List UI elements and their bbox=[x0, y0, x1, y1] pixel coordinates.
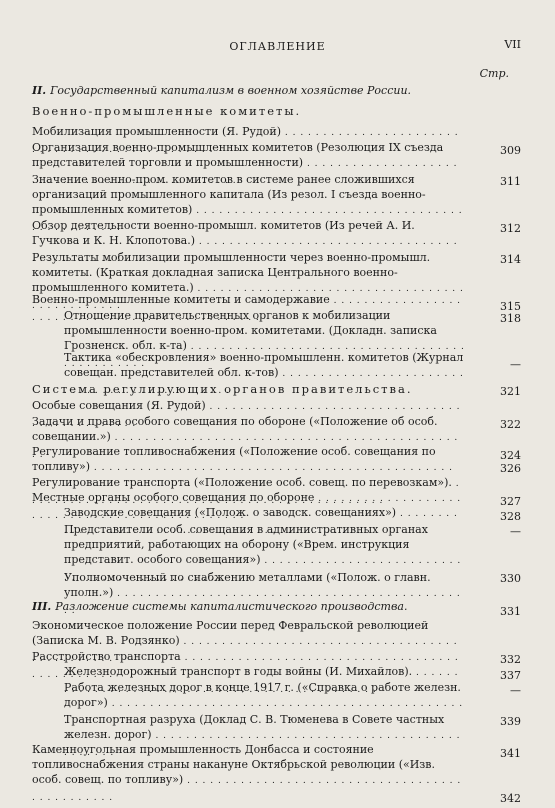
toc-entry-page: 332 bbox=[500, 653, 521, 666]
toc-entry-page: 312 bbox=[500, 222, 521, 235]
toc-entry-text: Результаты мобилизации промышленности через военно-промышл. комитеты. (Краткая докладная записка Центрального военно-промышленного комитета.) . . . bbox=[32, 250, 521, 314]
toc-entry-text: Расстройство транспорта . . . bbox=[32, 649, 521, 683]
toc-entry-text: Тактика «обескровления» военно-промышленн. комитетов (Журнал совещан. представителей обл. к-тов) . . . bbox=[64, 350, 521, 399]
section-number: III. bbox=[32, 600, 52, 613]
toc-entry-page: — bbox=[510, 525, 521, 538]
toc-entry-text: Представители особ. совещания в административных органах предприятий, работающих на оборону («Врем. инструкция представит. особого совещания») . . . bbox=[64, 522, 521, 586]
toc-entry-text: Задачи и права особого совещания по обороне («Положение об особ. совещании.») . . . bbox=[32, 414, 521, 463]
toc-entry-page: 328 bbox=[500, 510, 521, 523]
toc-entry-page: 339 bbox=[500, 715, 521, 728]
toc-entry-text: Работа железных дорог в конце 1917 г. («Справка о работе железн. дорог») . . . bbox=[64, 680, 521, 729]
page-column-label: Стр. bbox=[479, 67, 509, 80]
toc-entry-page: 318 bbox=[500, 312, 521, 325]
toc-entry-text: Каменноугольная промышленность Донбасса и состояние топливоснабжения страны накануне Октябрьской революции («Изв. особ. совещ. по топливу») . . . bbox=[32, 742, 521, 806]
toc-entry-page: — bbox=[510, 684, 521, 697]
toc-entry-page: 327 bbox=[500, 495, 521, 508]
toc-entry-page: 331 bbox=[500, 605, 521, 618]
toc-entry-page: 321 bbox=[500, 385, 521, 398]
toc-entry-page: 341 bbox=[500, 747, 521, 760]
toc-entry-text: Обзор деятельности военно-промышл. комитетов (Из речей А. И. Гучкова и К. Н. Клопотова.) . . . bbox=[32, 218, 521, 267]
toc-entry-text: Организация военно-промышленных комитетов (Резолюция IX съезда представителей торговли и промышленности) . . . bbox=[32, 140, 521, 189]
page-header-title: ОГЛАВЛЕНИЕ bbox=[229, 40, 326, 53]
toc-entry-page: 314 bbox=[500, 253, 521, 266]
toc-entry-text: Уполномоченный по снабжению металлами («Полож. о главн. уполн.») . . . bbox=[64, 570, 521, 619]
toc-entry-page: 322 bbox=[500, 418, 521, 431]
toc-entry-page: 324 bbox=[500, 449, 521, 462]
toc-entry-page: — bbox=[510, 358, 521, 371]
toc-entry-text: Регулирование топливоснабжения («Положение особ. совещания по топливу») . . . bbox=[32, 444, 521, 476]
toc-entry-text: Военно-промышленные комитеты и самодержавие . . . bbox=[32, 292, 521, 326]
section-number: II. bbox=[32, 84, 47, 97]
section-heading bbox=[32, 84, 521, 97]
section-title: Государственный капитализм в военном хозяйстве России. bbox=[50, 84, 412, 97]
toc-entry-page: 315 bbox=[500, 300, 521, 313]
toc-entry-text: Транспортная разруха (Доклад С. В. Тюменева в Совете частных железн. дорог) . . . bbox=[64, 712, 521, 761]
group-heading: Военно-промышленные комитеты. bbox=[32, 104, 302, 118]
group-heading: Система регулирующих органов правительства. bbox=[32, 382, 413, 396]
toc-entry-text: Экономическое положение России перед Февральской революцией (Записка М. В. Родзянко) . . . bbox=[32, 618, 521, 667]
toc-entry-text: Мобилизация промышленности (Я. Рудой) . . . bbox=[32, 124, 521, 158]
section-title: Разложение системы капиталистического производства. bbox=[55, 600, 408, 613]
toc-entry-page: 337 bbox=[500, 669, 521, 682]
toc-entry-text: Регулирование транспорта («Положение особ. совещ. по перевозкам»). . . . bbox=[32, 475, 521, 509]
toc-entry[interactable] bbox=[32, 444, 521, 476]
toc-entry-page: 311 bbox=[500, 175, 521, 188]
toc-entry-text: Заводские совещания («Полож. о заводск. совещаниях») . . . bbox=[64, 505, 521, 539]
toc-entry[interactable] bbox=[32, 742, 521, 806]
toc-entry-text: Значение военно-пром. комитетов в системе ранее сложившихся организаций промышленного капитала (Из резол. I съезда военно-промышленных комитетов) . . . bbox=[32, 172, 521, 236]
page-number: VII bbox=[504, 38, 521, 51]
toc-entry-text: Особые совещания (Я. Рудой) . . . bbox=[32, 398, 521, 432]
toc-entry-page: 330 bbox=[500, 572, 521, 585]
toc-entry-page: 309 bbox=[500, 144, 521, 157]
toc-entry-page: 326 bbox=[500, 462, 521, 475]
toc-entry-page: 342 bbox=[500, 792, 521, 805]
toc-entry-text: Отношение правительственных органов к мобилизации промышленности военно-пром. комитетами. (Докладн. записка Грозненск. обл. к-та) . . . bbox=[64, 308, 521, 372]
section-heading bbox=[32, 600, 521, 613]
toc-entry-text: Железнодорожный транспорт в годы войны (И. Михайлов). . . . bbox=[64, 664, 521, 698]
toc-entry-text: Местные органы особого совещания по обороне . . . bbox=[32, 490, 521, 524]
